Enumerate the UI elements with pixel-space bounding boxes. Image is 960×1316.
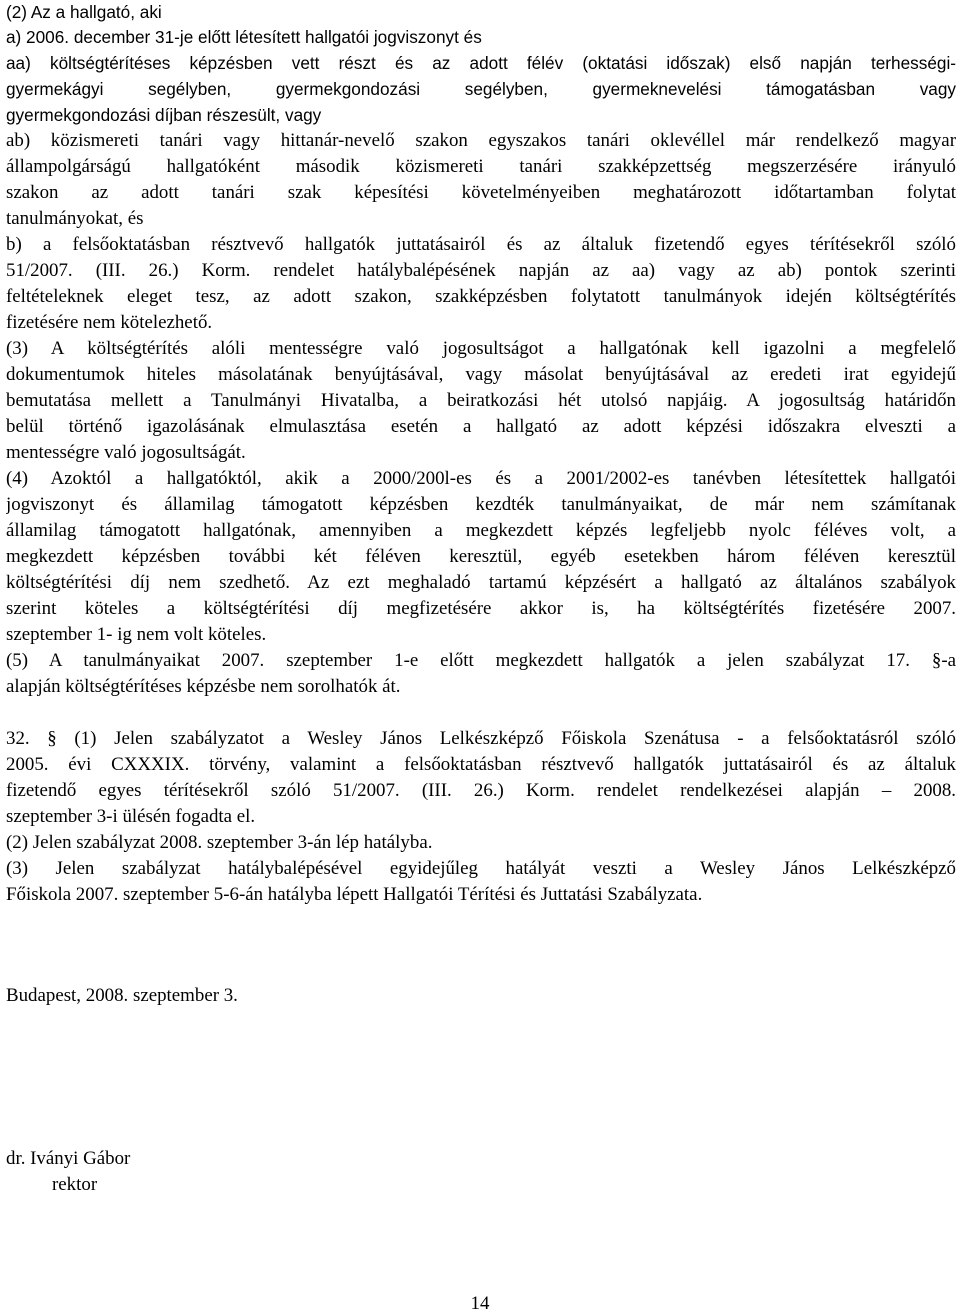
text-line: szerint köteles a költségtérítési díj megfizetésére akkor is, ha költségtérítés fizetésére 2007. xyxy=(6,598,956,619)
text-line: aa) költségtérítéses képzésben vett részt és az adott félév (oktatási időszak) első napján terhességi- xyxy=(6,53,956,73)
text-line: államilag támogatott hallgatónak, amennyiben a megkezdett képzés legfeljebb nyolc féléves volt, a xyxy=(6,520,956,541)
text-line: tanulmányokat, és xyxy=(6,208,144,229)
text-line: b) a felsőoktatásban résztvevő hallgatók juttatásairól és az általuk fizetendő egyes térítésekről szóló xyxy=(6,234,956,255)
text-line: dokumentumok hiteles másolatának benyújtásával, vagy másolat benyújtásával az eredeti irat egyidejű xyxy=(6,364,956,385)
signature-name: dr. Iványi Gábor xyxy=(6,1148,131,1169)
text-line: (4) Azoktól a hallgatóktól, akik a 2000/200l-es és a 2001/2002-es tanévben létesítettek hallgatói xyxy=(6,468,956,489)
text-line: szeptember 1- ig nem volt köteles. xyxy=(6,624,267,645)
page-number: 14 xyxy=(470,1293,490,1314)
document-body xyxy=(6,0,956,908)
text-line: 51/2007. (III. 26.) Korm. rendelet hatálybalépésének napján az aa) vagy az ab) pontok szerinti xyxy=(6,260,956,281)
text-line: fizetésére nem kötelezhető. xyxy=(6,312,213,333)
text-line: ab) közismereti tanári vagy hittanár-nevelő szakon egyszakos tanári oklevéllel már rendelkező magyar xyxy=(6,130,956,151)
text-line: szakon az adott tanári szak képesítési követelményeiben meghatározott időtartamban folytat xyxy=(6,182,956,203)
text-line: Főiskola 2007. szeptember 5-6-án hatályba lépett Hallgatói Térítési és Juttatási Szabályzata. xyxy=(6,884,703,905)
text-line: gyermekágyi segélyben, gyermekgondozási segélyben, gyermeknevelési támogatásban vagy xyxy=(6,79,956,99)
text-line: bemutatása mellett a Tanulmányi Hivatalba, a beiratkozási hét utolsó napjáig. A jogosultság határidőn xyxy=(6,390,956,411)
text-line: alapján költségtérítéses képzésbe nem sorolhatók át. xyxy=(6,676,401,697)
text-line: belül történő igazolásának elmulasztása esetén a hallgató az adott képzési időszakra elveszti a xyxy=(6,416,956,437)
text-line: (3) A költségtérítés alóli mentességre való jogosultságot a hallgatónak kell igazolni a megfelelő xyxy=(6,338,956,359)
text-line: feltételeknek eleget tesz, az adott szakon, szakképzésben folytatott tanulmányok idején költségtérítés xyxy=(6,286,956,307)
text-line: szeptember 3-i ülésén fogadta el. xyxy=(6,806,256,827)
text-line: 32. § (1) Jelen szabályzatot a Wesley János Lelkészképző Főiskola Szenátusa - a felsőoktatásról szóló xyxy=(6,728,956,749)
text-line: költségtérítési díj nem szedhető. Az ezt meghaladó tartamú képzésért a hallgató az általános szabályok xyxy=(6,572,956,593)
signature-title: rektor xyxy=(52,1174,98,1195)
text-line: gyermekgondozási díjban részesült, vagy xyxy=(6,105,322,125)
text-line: (2) Jelen szabályzat 2008. szeptember 3-án lép hatályba. xyxy=(6,832,433,853)
text-line: jogviszonyt és államilag támogatott képzésben kezdték tanulmányaikat, de már nem számítanak xyxy=(6,494,956,515)
text-line: (5) A tanulmányaikat 2007. szeptember 1-e előtt megkezdett hallgatók a jelen szabályzat 17. §-a xyxy=(6,650,956,671)
text-line: a) 2006. december 31-je előtt létesített hallgatói jogviszonyt és xyxy=(6,27,482,47)
text-line: (3) Jelen szabályzat hatálybalépésével egyidejűleg hatályát veszti a Wesley János Lelkészképző xyxy=(6,858,956,879)
text-line: mentességre való jogosultságát. xyxy=(6,442,246,463)
text-line: 2005. évi CXXXIX. törvény, valamint a felsőoktatásban résztvevő hallgatók juttatásairól és az általuk xyxy=(6,754,956,775)
text-line: (2) Az a hallgató, aki xyxy=(6,2,162,22)
text-line: fizetendő egyes térítésekről szóló 51/2007. (III. 26.) Korm. rendelet rendelkezései alapján – 2008. xyxy=(6,780,956,801)
place-date: Budapest, 2008. szeptember 3. xyxy=(6,985,238,1006)
text-line: megkezdett képzésben további két féléven keresztül, egyéb esetekben három féléven keresztül xyxy=(6,546,956,567)
text-line: állampolgárságú hallgatóként második közismereti tanári szakképzettség megszerzésére irányuló xyxy=(6,156,956,177)
spacer xyxy=(6,700,956,726)
